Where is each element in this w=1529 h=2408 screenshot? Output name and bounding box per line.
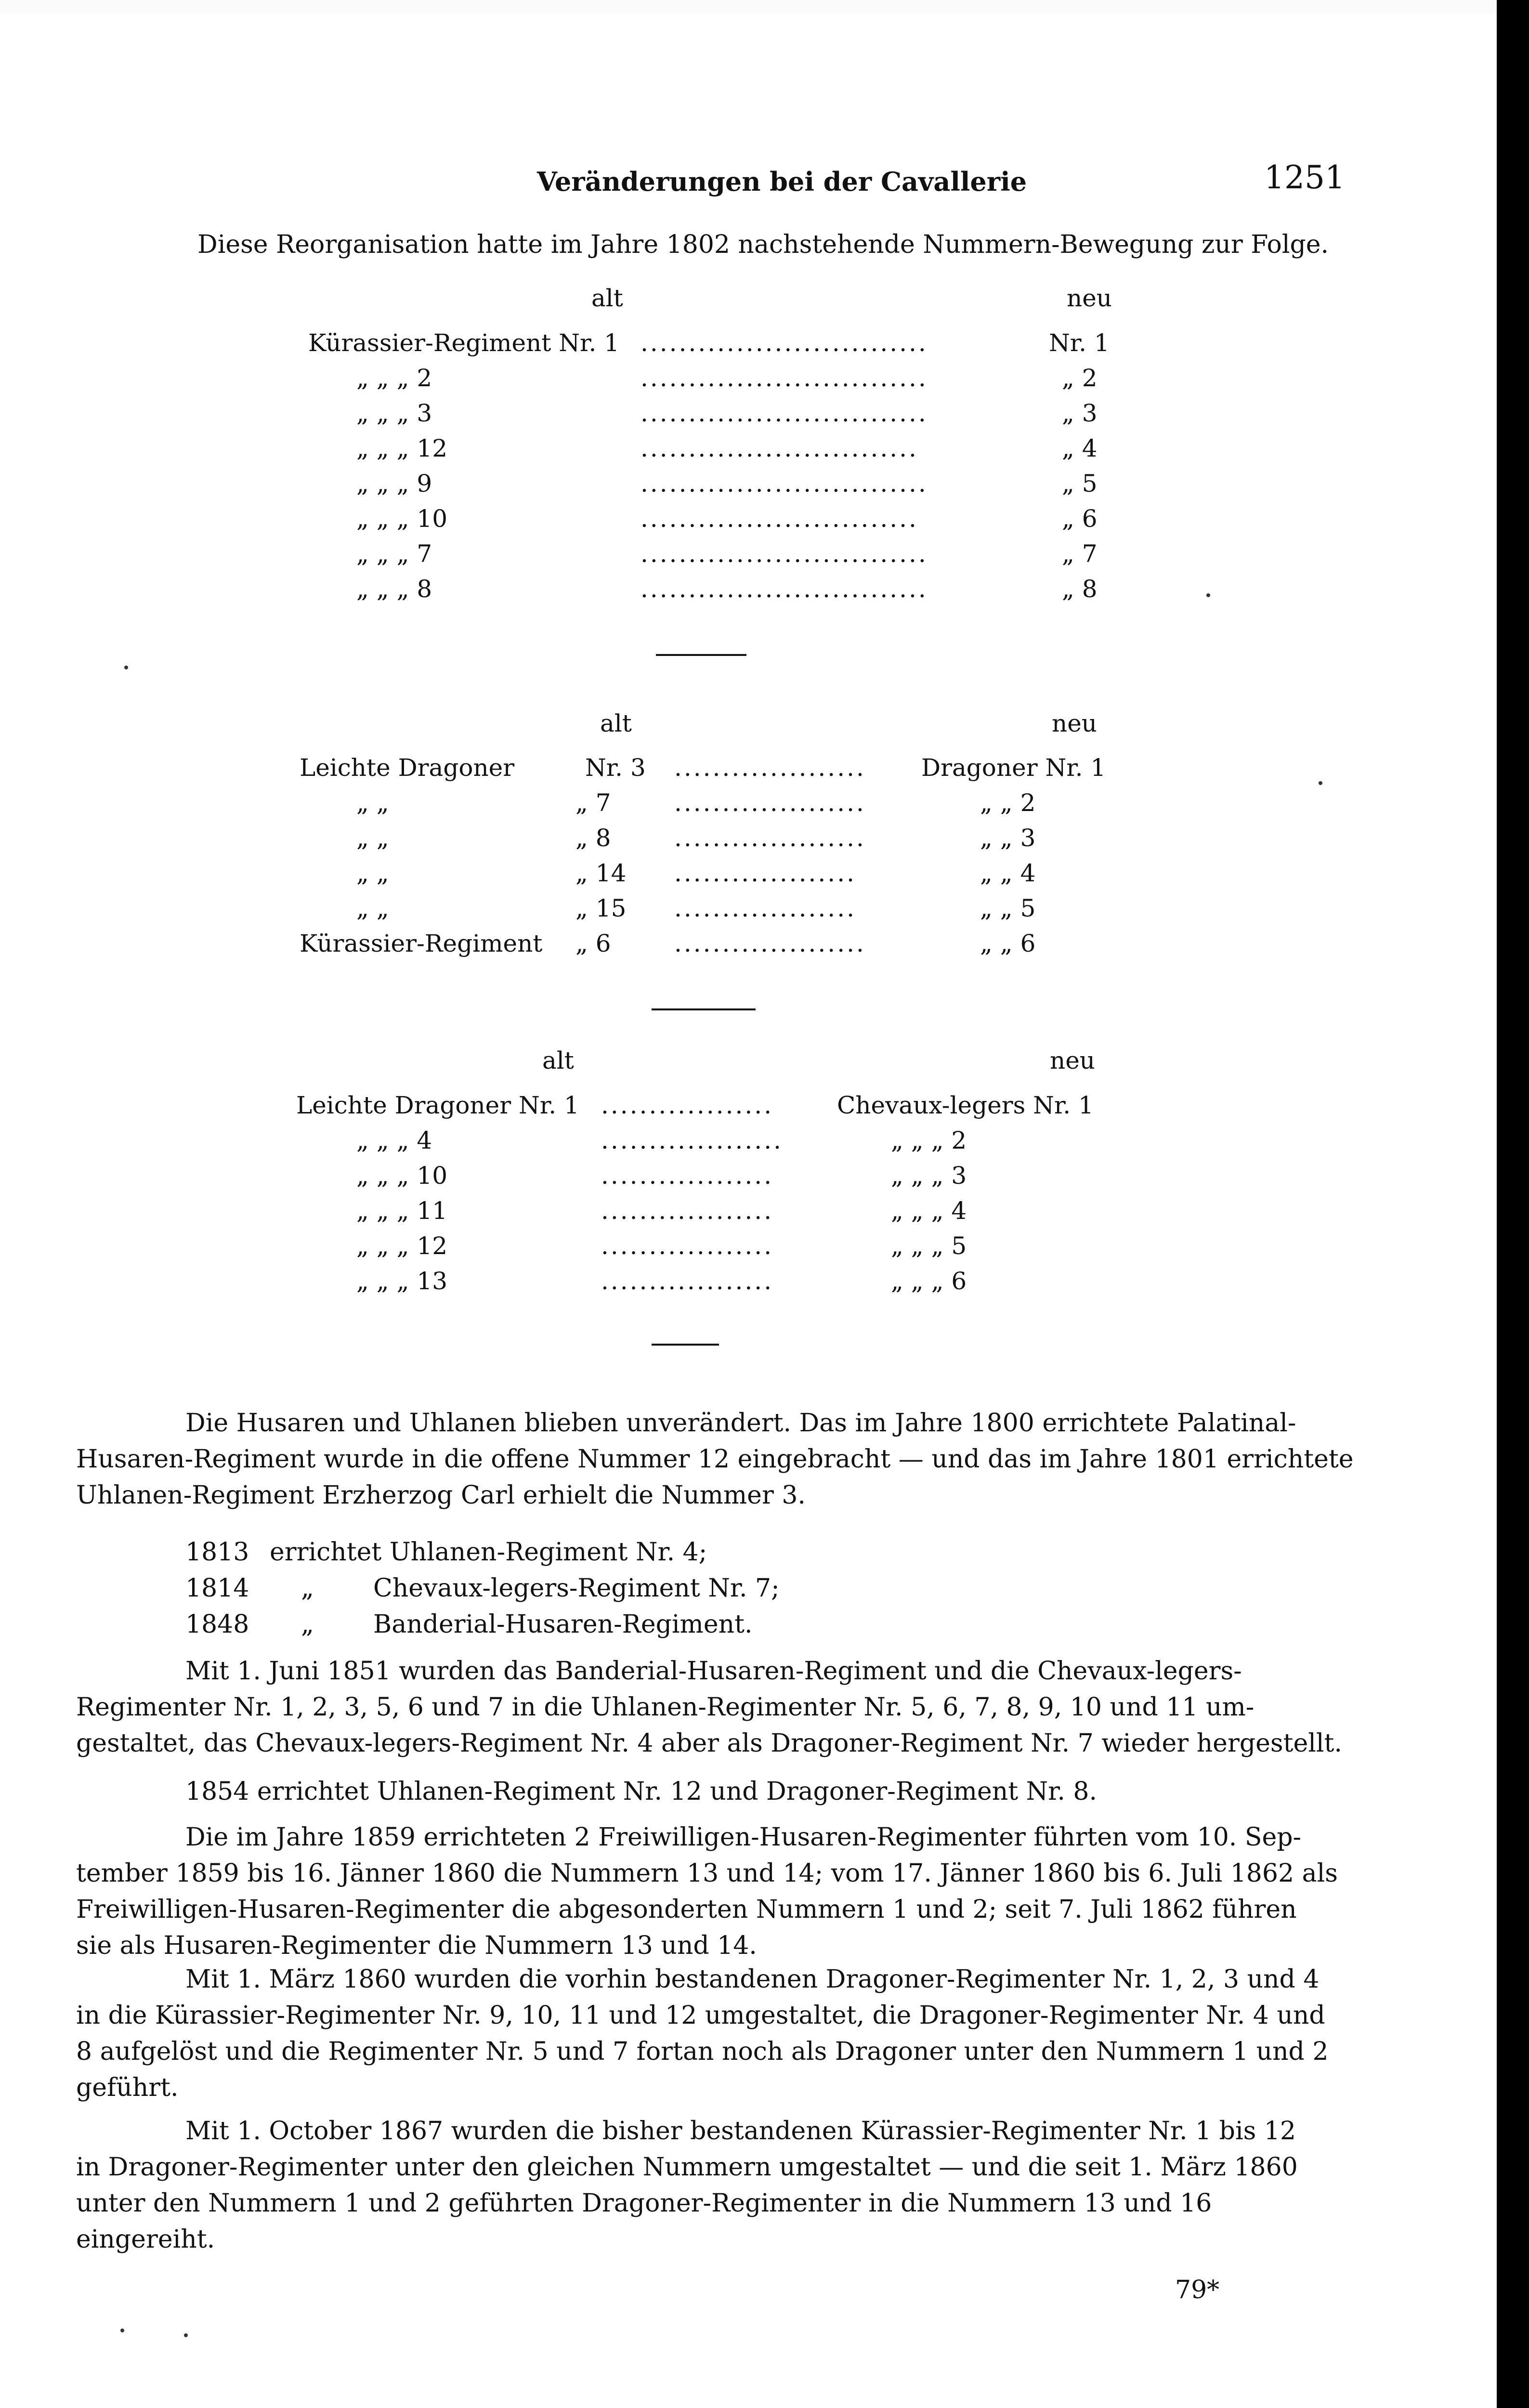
- table2-row-new: „ „ 5: [980, 894, 1036, 922]
- table1-row-label: „ „ „ 7: [356, 540, 432, 568]
- text-line: Mit 1. October 1867 wurden die bisher bestandenen Kürassier-Regimenter Nr. 1 bis 12: [185, 2117, 1296, 2146]
- table1-row-leader: ..............................: [640, 540, 928, 568]
- table1-row-label: „ „ „ 2: [356, 364, 432, 392]
- table2-row-label: „ „: [356, 894, 389, 922]
- table3-row-new: „ „ „ 5: [891, 1232, 967, 1260]
- scan-speck: [1319, 781, 1322, 785]
- table1-row-leader: ..............................: [640, 575, 928, 603]
- scan-speck: [120, 2329, 124, 2332]
- table2-row-leader: ....................: [674, 929, 866, 957]
- table2-row-old: „ 6: [575, 929, 611, 957]
- table1-row-label: „ „ „ 12: [356, 434, 448, 462]
- table2-row-label: „ „: [356, 859, 389, 887]
- intro-line: Diese Reorganisation hatte im Jahre 1802 nachstehende Nummern-Bewegung zur Folge.: [197, 230, 1329, 259]
- table1-row-leader: ..............................: [640, 329, 928, 357]
- table1-head-neu: neu: [1067, 284, 1112, 312]
- table1-row-new: „ 5: [1062, 470, 1098, 497]
- scan-right-border: [1497, 0, 1529, 2408]
- table3-row-leader: ..................: [601, 1091, 774, 1119]
- table2-row-leader: ....................: [674, 789, 866, 817]
- table2-head-alt: alt: [600, 709, 632, 737]
- table2-row-old: „ 7: [575, 789, 611, 817]
- table1-row-leader: .............................: [640, 434, 918, 462]
- text-line: in Dragoner-Regimenter unter den gleichen Nummern umgestaltet — und die seit 1. März 1860: [76, 2153, 1298, 2182]
- text-line: tember 1859 bis 16. Jänner 1860 die Nummern 13 und 14; vom 17. Jänner 1860 bis 6. Juli 1862 als: [76, 1859, 1338, 1888]
- table1-row-new: „ 4: [1062, 434, 1098, 462]
- text-line: geführt.: [76, 2073, 179, 2102]
- ditto-mark: „: [301, 1574, 314, 1603]
- table3-row-leader: ..................: [601, 1162, 774, 1190]
- table1-row-new: „ 6: [1062, 505, 1098, 533]
- table2-row-leader: ....................: [674, 824, 866, 852]
- table2-row-old: „ 8: [575, 824, 611, 852]
- text-line: Mit 1. März 1860 wurden die vorhin bestandenen Dragoner-Regimenter Nr. 1, 2, 3 und 4: [185, 1965, 1320, 1994]
- table2-row-leader: ...................: [674, 894, 856, 922]
- table1-row-new: „ 8: [1062, 575, 1098, 603]
- running-title: Veränderungen bei der Cavallerie: [537, 166, 1027, 197]
- table1-row-label: „ „ „ 10: [356, 505, 448, 533]
- text-line: 8 aufgelöst und die Regimenter Nr. 5 und 7 fortan noch als Dragoner unter den Nummern 1 und 2: [76, 2037, 1329, 2066]
- table3-head-neu: neu: [1050, 1047, 1095, 1074]
- text-line: Mit 1. Juni 1851 wurden das Banderial-Husaren-Regiment und die Chevaux-legers-: [185, 1657, 1242, 1686]
- table1-row-label: „ „ „ 3: [356, 399, 432, 427]
- year: 1813: [185, 1538, 249, 1567]
- table2-row-leader: ....................: [674, 754, 866, 782]
- text-line: Freiwilligen-Husaren-Regimenter die abgesonderten Nummern 1 und 2; seit 7. Juli 1862 führen: [76, 1895, 1297, 1924]
- table3-row-label: „ „ „ 12: [356, 1232, 448, 1260]
- section-divider: [652, 1344, 719, 1346]
- table2-row-label: Kürassier-Regiment: [300, 929, 543, 957]
- scan-speck: [124, 666, 128, 669]
- table1-row-new: „ 3: [1062, 399, 1098, 427]
- table3-head-alt: alt: [542, 1047, 574, 1074]
- table1-row-new: „ 7: [1062, 540, 1098, 568]
- table1-row-leader: ..............................: [640, 399, 928, 427]
- text-line: unter den Nummern 1 und 2 geführten Dragoner-Regimenter in die Nummern 13 und 16: [76, 2189, 1212, 2218]
- page-number: 1251: [1264, 159, 1345, 196]
- table1-head-alt: alt: [591, 284, 623, 312]
- table2-row-label: „ „: [356, 824, 389, 852]
- table2-row-new: „ „ 6: [980, 929, 1036, 957]
- text-line: Uhlanen-Regiment Erzherzog Carl erhielt die Nummer 3.: [76, 1481, 806, 1510]
- scan-speck: [184, 2333, 188, 2337]
- table2-row-new: „ „ 4: [980, 859, 1036, 887]
- table2-row-old: „ 15: [575, 894, 627, 922]
- table1-row-new: Nr. 1: [1049, 329, 1110, 357]
- printer-signature: 79*: [1175, 2276, 1220, 2304]
- table2-row-new: Dragoner Nr. 1: [921, 754, 1106, 782]
- table3-row-label: „ „ „ 4: [356, 1126, 432, 1154]
- table3-row-new: „ „ „ 6: [891, 1267, 967, 1295]
- table3-row-new: Chevaux-legers Nr. 1: [837, 1091, 1094, 1119]
- table3-row-new: „ „ „ 2: [891, 1126, 967, 1154]
- table3-row-label: „ „ „ 10: [356, 1162, 448, 1190]
- text-line: Regimenter Nr. 1, 2, 3, 5, 6 und 7 in die Uhlanen-Regimenter Nr. 5, 6, 7, 8, 9, 10 und 11 um-: [76, 1693, 1255, 1722]
- table2-row-old: Nr. 3: [585, 754, 646, 782]
- table1-row-label: „ „ „ 8: [356, 575, 432, 603]
- text-line: eingereiht.: [76, 2225, 215, 2254]
- text-line: Die im Jahre 1859 errichteten 2 Freiwilligen-Husaren-Regimenter führten vom 10. Sep-: [185, 1823, 1302, 1852]
- table3-row-leader: ..................: [601, 1267, 774, 1295]
- table2-head-neu: neu: [1052, 709, 1097, 737]
- table2-row-new: „ „ 2: [980, 789, 1036, 817]
- text-line: sie als Husaren-Regimenter die Nummern 13 und 14.: [76, 1931, 757, 1960]
- table1-row-new: „ 2: [1062, 364, 1098, 392]
- table2-row-old: „ 14: [575, 859, 627, 887]
- text-line: in die Kürassier-Regimenter Nr. 9, 10, 11 und 12 umgestaltet, die Dragoner-Regimenter Nr. 4 und: [76, 2001, 1325, 2030]
- table3-row-new: „ „ „ 3: [891, 1162, 967, 1190]
- ditto-mark: „: [301, 1610, 314, 1639]
- text-line: gestaltet, das Chevaux-legers-Regiment Nr. 4 aber als Dragoner-Regiment Nr. 7 wieder hergestellt.: [76, 1729, 1342, 1758]
- table1-row-leader: .............................: [640, 505, 918, 533]
- scan-top-edge: [0, 0, 1497, 13]
- section-divider: [652, 1008, 756, 1010]
- table3-row-leader: ...................: [601, 1126, 783, 1154]
- scan-speck: [1206, 593, 1210, 597]
- table2-row-label: Leichte Dragoner: [300, 754, 515, 782]
- table3-row-label: Leichte Dragoner Nr. 1: [296, 1091, 579, 1119]
- table3-row-label: „ „ „ 11: [356, 1197, 448, 1225]
- text-line: Die Husaren und Uhlanen blieben unverändert. Das im Jahre 1800 errichtete Palatinal-: [185, 1409, 1296, 1438]
- year: 1848: [185, 1610, 249, 1639]
- paragraph-1854: 1854 errichtet Uhlanen-Regiment Nr. 12 und Dragoner-Regiment Nr. 8.: [185, 1777, 1097, 1806]
- table3-row-new: „ „ „ 4: [891, 1197, 967, 1225]
- table3-row-label: „ „ „ 13: [356, 1267, 448, 1295]
- table2-row-label: „ „: [356, 789, 389, 817]
- table1-row-label: Kürassier-Regiment Nr. 1: [308, 329, 620, 357]
- year: 1814: [185, 1574, 249, 1603]
- table2-row-new: „ „ 3: [980, 824, 1036, 852]
- table1-row-leader: ..............................: [640, 364, 928, 392]
- year-text: errichtet Uhlanen-Regiment Nr. 4;: [270, 1538, 707, 1567]
- table1-row-leader: ..............................: [640, 470, 928, 497]
- table3-row-leader: ..................: [601, 1197, 774, 1225]
- table1-row-label: „ „ „ 9: [356, 470, 432, 497]
- table2-row-leader: ...................: [674, 859, 856, 887]
- year-text: Banderial-Husaren-Regiment.: [373, 1610, 753, 1639]
- section-divider: [656, 654, 746, 656]
- table3-row-leader: ..................: [601, 1232, 774, 1260]
- text-line: Husaren-Regiment wurde in die offene Nummer 12 eingebracht — und das im Jahre 1801 errichtete: [76, 1445, 1354, 1474]
- year-text: Chevaux-legers-Regiment Nr. 7;: [373, 1574, 780, 1603]
